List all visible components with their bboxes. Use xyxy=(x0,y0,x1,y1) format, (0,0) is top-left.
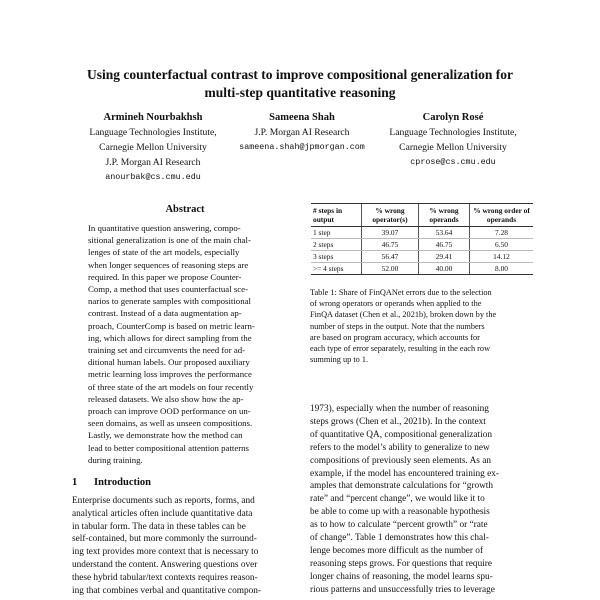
abstract-line: sitional generalization is one of the main chal- xyxy=(88,235,251,246)
table-cell: 46.75 xyxy=(362,239,419,251)
caption-line: are based on program accuracy, which accounts for xyxy=(310,332,480,342)
abstract-line: Lastly, we demonstrate how the method can xyxy=(88,430,243,441)
author-name: Armineh Nourbakhsh xyxy=(103,112,203,123)
table-row xyxy=(311,239,533,251)
abstract-line: ing, which allows for direct sampling from the xyxy=(88,332,252,343)
table-header-cell: % wrong operands xyxy=(419,204,470,227)
body-line: example, if the model has encountered training ex- xyxy=(310,468,499,479)
body-line: reasoning steps grows. For questions that require xyxy=(310,558,493,569)
intro-line: analytical articles often include quantitative data xyxy=(72,508,253,519)
section-heading xyxy=(72,477,151,488)
author-affiliation: Language Technologies Institute, xyxy=(89,127,217,138)
author-affiliation: Carnegie Mellon University xyxy=(99,142,207,153)
author-affiliation: J.P. Morgan AI Research xyxy=(105,157,201,168)
author-affiliation: Language Technologies Institute, xyxy=(389,127,517,138)
table-header-cell: % wrong order of operands xyxy=(470,204,534,227)
body-line: rious patterns and unsuccessfully tries to leverage xyxy=(310,584,495,595)
abstract-line: proach, CounterComp is based on metric learn- xyxy=(88,320,255,331)
table-caption xyxy=(310,287,535,365)
abstract-line: metric learning loss improves the performance xyxy=(88,369,252,380)
abstract-line: proach can improve OOD performance on un- xyxy=(88,406,251,417)
author-name: Sameena Shah xyxy=(269,112,335,123)
body-line: amples that demonstrate calculations for “growth xyxy=(310,481,494,492)
paper-title xyxy=(40,66,560,102)
intro-line: Enterprise documents such as reports, forms, and xyxy=(72,496,255,506)
body-line: as to how to calculate “percent growth” or “rate xyxy=(310,520,488,531)
author-email: anourbak@cs.cmu.edu xyxy=(105,172,201,182)
author-email: cprose@cs.cmu.edu xyxy=(410,157,496,167)
intro-line: these hybrid tabular/text contexts requires reason- xyxy=(72,572,258,583)
table-row xyxy=(311,227,533,239)
abstract-line: In quantitative question answering, compo- xyxy=(88,223,241,233)
intro-line: understand the content. Answering questions over xyxy=(72,559,258,570)
intro-line: self-contained, but more commonly the surround- xyxy=(72,534,257,545)
abstract-line: when longer sequences of reasoning steps are xyxy=(88,259,249,270)
intro-line: in tabular form. The data in these tables can be xyxy=(72,521,246,532)
abstract-line: narios to generate samples with compositional xyxy=(88,296,251,307)
author-block-2 xyxy=(222,110,382,155)
title-line-1: Using counterfactual contrast to improve compositional generalization for xyxy=(86,67,514,82)
error-table xyxy=(311,203,533,275)
abstract-line: seen domains, as well as unseen compositions. xyxy=(88,418,253,429)
table-cell: 14.12 xyxy=(470,251,534,263)
title-line-2: multi-step quantitative reasoning xyxy=(204,85,396,100)
body-line: longer chains of reasoning, the model learns spu- xyxy=(310,571,493,582)
abstract-body xyxy=(88,222,280,466)
body-line: rate” and “percent change”, we would like it to xyxy=(310,494,485,505)
body-line: of change”. Table 1 demonstrates how this chal- xyxy=(310,533,489,544)
abstract-line: during training. xyxy=(88,454,143,465)
abstract-heading: Abstract xyxy=(165,204,205,215)
table-cell: 39.07 xyxy=(362,227,419,239)
intro-body xyxy=(72,495,282,597)
table-row xyxy=(311,251,533,263)
body-line: steps grows (Chen et al., 2021b). In the context xyxy=(310,416,486,427)
caption-line: FinQA dataset (Chen et al., 2021b), broken down by the xyxy=(310,310,497,320)
section-number: 1 xyxy=(72,477,78,488)
table-cell: 29.41 xyxy=(419,251,470,263)
table-cell: 3 steps xyxy=(311,251,362,263)
table-cell: 46.75 xyxy=(419,239,470,251)
abstract-line: required. In this paper we propose Counter- xyxy=(88,271,242,282)
author-name: Carolyn Rosé xyxy=(422,112,484,123)
table-row xyxy=(311,263,533,275)
caption-line: each type of error separately, resulting in the each row xyxy=(310,344,491,354)
table-header-cell: % wrong operator(s) xyxy=(362,204,419,227)
abstract-line: training set and circumvents the need for ad- xyxy=(88,345,246,356)
body-line: 1973), especially when the number of reasoning xyxy=(310,404,489,414)
abstract-line: lenges of state of the art models, especially xyxy=(88,247,240,258)
abstract-line: of three state of the art models on four recently xyxy=(88,381,254,392)
caption-line: Table 1: Share of FinQANet errors due to the selection xyxy=(310,288,492,297)
abstract-line: released datasets. We also show how the ap- xyxy=(88,393,244,404)
author-email: sameena.shah@jpmorgan.com xyxy=(239,142,365,152)
abstract-line: Comp, a method that uses counterfactual sce- xyxy=(88,284,249,295)
table-header-cell: # steps in output xyxy=(311,204,362,227)
author-block-3 xyxy=(370,110,536,170)
caption-line: of wrong operators or operands when applied to the xyxy=(310,299,482,309)
body-line: be able to come up with a reasonable hypothesis xyxy=(310,507,490,518)
body-line: refers to the model’s ability to generalize to new xyxy=(310,442,490,453)
author-affiliation: J.P. Morgan AI Research xyxy=(254,127,350,138)
table-header-row xyxy=(311,204,533,227)
table-cell: 7.28 xyxy=(470,227,534,239)
table-cell: 40.00 xyxy=(419,263,470,275)
author-block-1 xyxy=(70,110,236,185)
caption-line: summing up to 1. xyxy=(310,355,369,365)
intro-line: ing text provides more context that is necessary to xyxy=(72,547,259,558)
caption-line: number of steps in the output. Note that the numbers xyxy=(310,321,485,331)
table-cell: 52.00 xyxy=(362,263,419,275)
table-cell: 53.64 xyxy=(419,227,470,239)
table-cell: 1 step xyxy=(311,227,362,239)
body-line: lenge becomes more difficult as the number of xyxy=(310,545,484,556)
table-cell: 56.47 xyxy=(362,251,419,263)
intro-line: ing that combines verbal and quantitative compon- xyxy=(72,585,261,596)
body-line: of quantitative QA, compositional generalization xyxy=(310,429,493,440)
body-line: compositions of previously seen elements. As an xyxy=(310,455,492,466)
author-affiliation: Carnegie Mellon University xyxy=(399,142,507,153)
table-cell: 8.00 xyxy=(470,263,534,275)
section-title: Introduction xyxy=(94,477,151,488)
abstract-line: ditional human labels. Our proposed auxiliary xyxy=(88,357,250,368)
right-column-body xyxy=(310,403,532,597)
abstract-line: lead to better compositional attention patterns xyxy=(88,442,249,453)
table-cell: 2 steps xyxy=(311,239,362,251)
table-cell: 6.50 xyxy=(470,239,534,251)
table-cell: >= 4 steps xyxy=(311,263,362,275)
abstract-line: contrast. Instead of a data augmentation ap- xyxy=(88,308,242,319)
